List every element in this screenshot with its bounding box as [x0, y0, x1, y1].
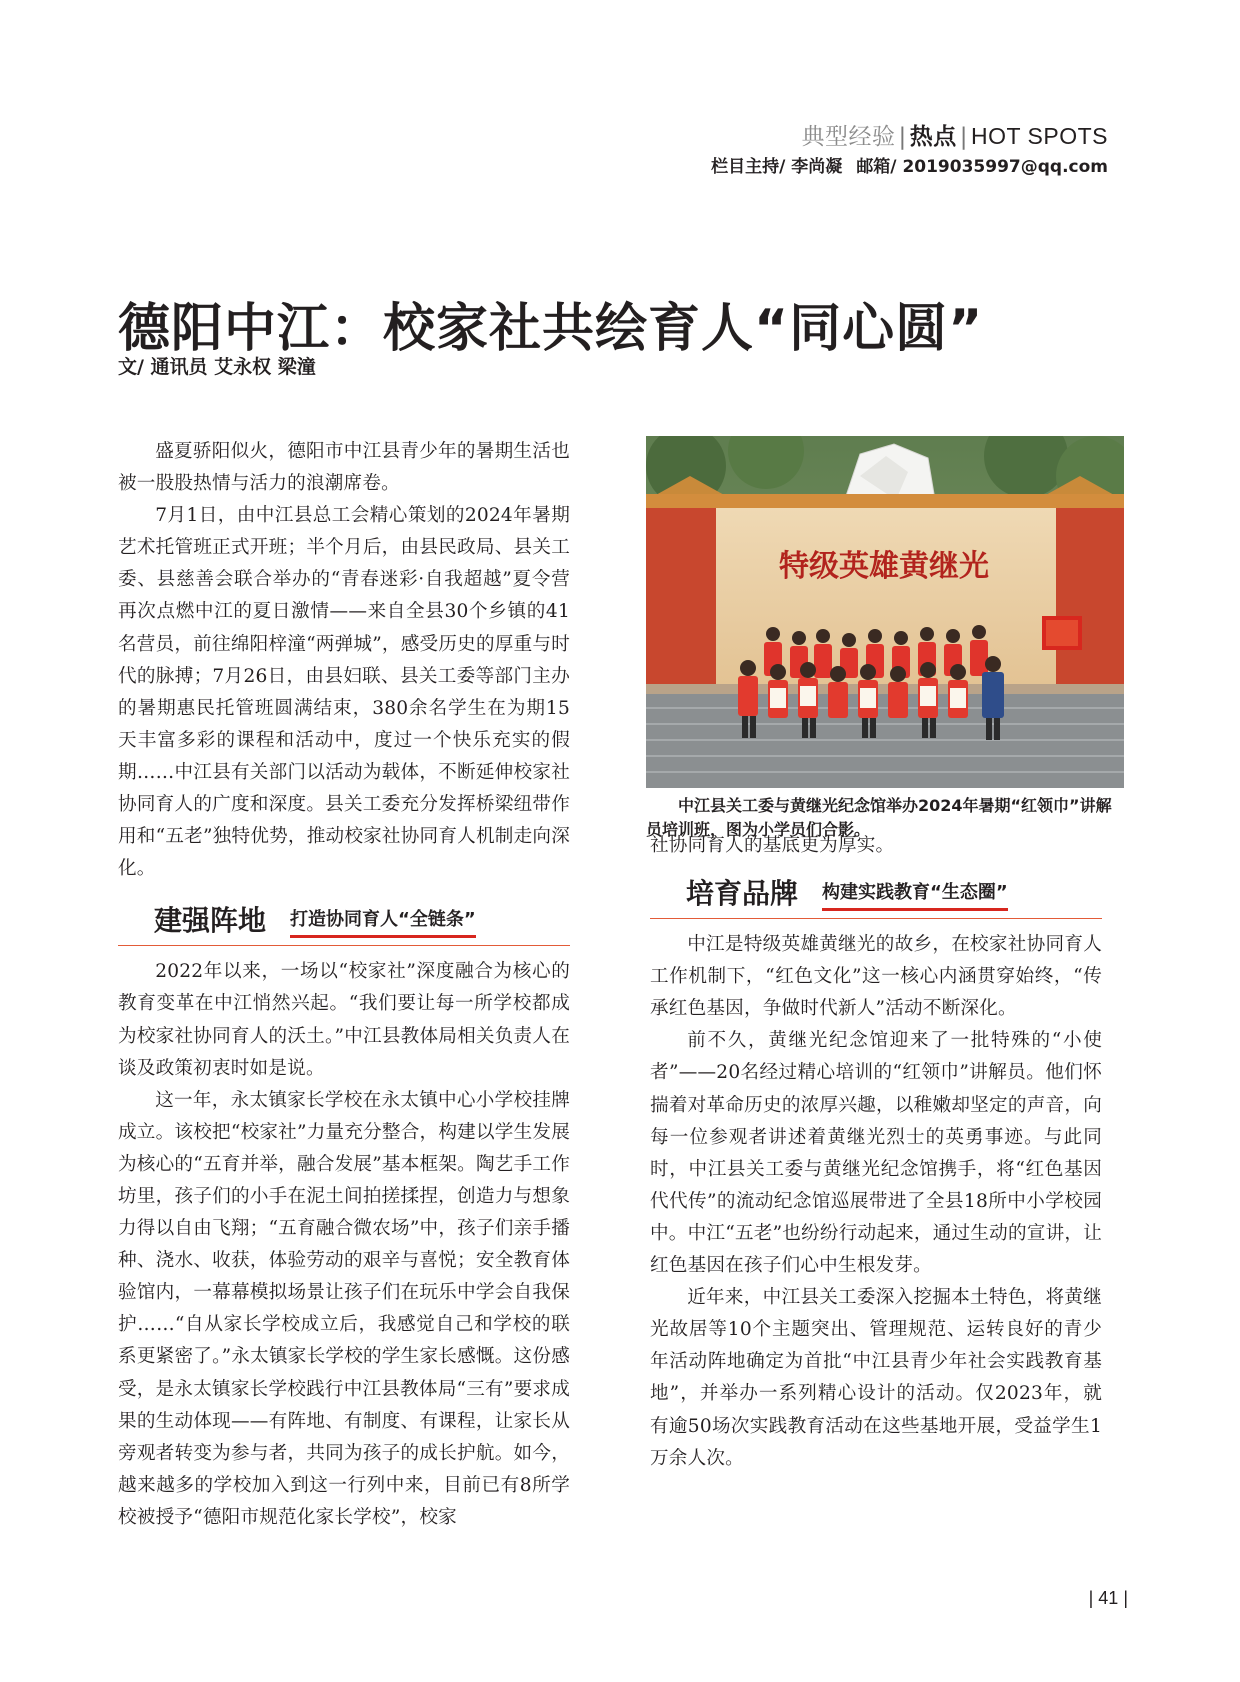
column-label: 热点 [909, 124, 957, 150]
section-label: 典型经验 [801, 124, 896, 150]
body-paragraph: 近年来，中江县关工委深入挖掘本土特色，将黄继光故居等10个主题突出、管理规范、运转良好的青少年活动阵地确定为首批“中江县青少年社会实践教育基地”，并举办一系列精心设计的活动。仅2023年，就有逾50场次实践教育活动在这些基地开展，受益学生1万余人次。 [650, 1287, 1102, 1469]
page-number: | 41 | [1088, 1588, 1128, 1608]
body-paragraph: 2022年以来，一场以“校家社”深度融合为核心的教育变革在中江悄然兴起。“我们要让每一所学校都成为校家社协同育人的沃土。”中江县教体局相关负责人在谈及政策初衷时如是说。 [118, 961, 570, 1079]
email-label: 邮箱/ 2019035997@qq.com [856, 157, 1108, 177]
column-header [802, 118, 1109, 151]
body-paragraph: 中江是特级英雄黄继光的故乡，在校家社协同育人工作机制下，“红色文化”这一核心内涵贯穿始终，“传承红色基因，争做时代新人”活动不断深化。 [650, 934, 1102, 1020]
column-label-en: HOT SPOTS [971, 123, 1108, 149]
article-byline: 文/ 通讯员 艾永权 梁潼 [118, 356, 316, 378]
memorial-group-photo [646, 436, 1124, 788]
column-editor-info [711, 152, 1108, 177]
section-heading-subtitle: 构建实践教育“生态圈” [822, 878, 1008, 911]
editor-label: 栏目主持/ 李尚凝 [711, 157, 843, 177]
right-column [650, 830, 1102, 1475]
section-heading [650, 870, 1102, 919]
section-heading-subtitle: 打造协同育人“全链条” [290, 905, 476, 938]
divider: | [959, 124, 968, 150]
page-number-value: 41 [1098, 1588, 1119, 1608]
body-paragraph-continuation: 社协同育人的基底更为厚实。 [650, 835, 895, 856]
article-photo [646, 436, 1124, 788]
memorial-sign-text: 特级英雄黄继光 [779, 549, 989, 584]
article-title: 德阳中江：校家社共绘育人“同心圆” [118, 299, 984, 359]
divider: | [898, 124, 907, 150]
section-heading [118, 897, 570, 946]
body-paragraph: 7月1日，由中江县总工会精心策划的2024年暑期艺术托管班正式开班；半个月后，由县民政局、县关工委、县慈善会联合举办的“青春迷彩·自我超越”夏令营再次点燃中江的夏日激情——来自全县30个乡镇的41名营员，前往绵阳梓潼“两弹城”，感受历史的厚重与时代的脉搏；7月26日，由县妇联、县关工委等部门主办的暑期惠民托管班圆满结束，380余名学生在为期15天丰富多彩的课程和活动中，度过一个快乐充实的假期……中江县有关部门以活动为载体，不断延伸校家社协同育人的广度和深度。县关工委充分发挥桥梁纽带作用和“五老”独特优势，推动校家社协同育人机制走向深化。 [118, 505, 570, 880]
section-heading-title: 培育品牌 [686, 877, 799, 911]
body-paragraph: 这一年，永太镇家长学校在永太镇中心小学校挂牌成立。该校把“校家社”力量充分整合，构建以学生发展为核心的“五育并举，融合发展”基本框架。陶艺手工作坊里，孩子们的小手在泥土间拍搓揉捏，创造力与想象力得以自由飞翔；“五育融合微农场”中，孩子们亲手播种、浇水、收获，体验劳动的艰辛与喜悦；安全教育体验馆内，一幕幕模拟场景让孩子们在玩乐中学会自我保护……“自从家长学校成立后，我感觉自己和学校的联系更紧密了。”永太镇家长学校的学生家长感慨。这份感受，是永太镇家长学校践行中江县教体局“三有”要求成果的生动体现——有阵地、有制度、有课程，让家长从旁观者转变为参与者，共同为孩子的成长护航。如今，越来越多的学校加入到这一行列中来，目前已有8所学校被授予“德阳市规范化家长学校”，校家 [118, 1089, 570, 1528]
body-paragraph: 盛夏骄阳似火，德阳市中江县青少年的暑期生活也被一股股热情与活力的浪潮席卷。 [118, 441, 570, 495]
section-heading-title: 建强阵地 [154, 904, 267, 938]
left-column [118, 436, 570, 1534]
body-paragraph: 前不久，黄继光纪念馆迎来了一批特殊的“小使者”——20名经过精心培训的“红领巾”讲解员。他们怀揣着对革命历史的浓厚兴趣，以稚嫩却坚定的声音，向每一位参观者讲述着黄继光烈士的英勇事迹。与此同时，中江县关工委与黄继光纪念馆携手，将“红色基因代代传”的流动纪念馆巡展带进了全县18所中小学校园中。中江“五老”也纷纷行动起来，通过生动的宣讲，让红色基因在孩子们心中生根发芽。 [650, 1030, 1102, 1277]
photo-caption: 中江县关工委与黄继光纪念馆举办2024年暑期“红领巾”讲解员培训班，图为小学员们合影。 [646, 796, 1112, 839]
